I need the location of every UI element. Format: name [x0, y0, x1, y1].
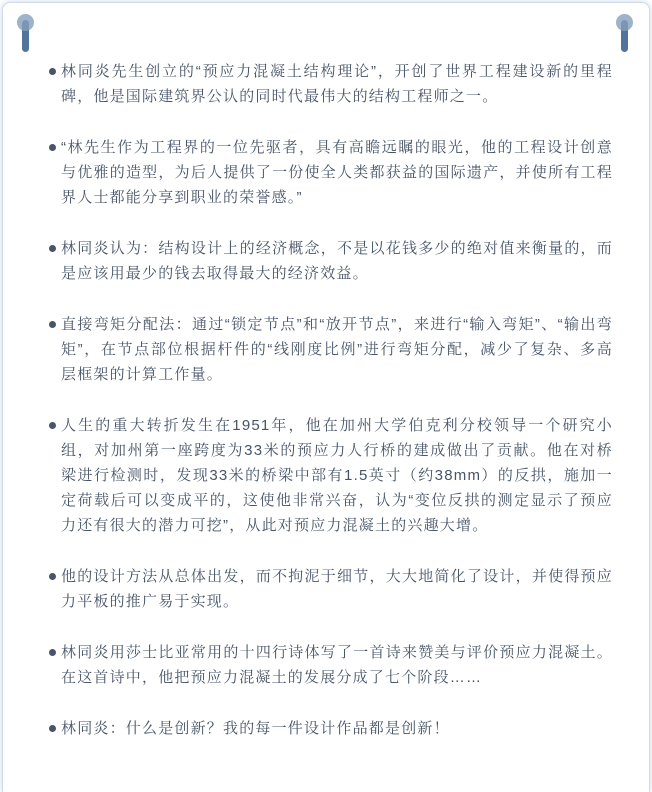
- note-text: 林同炎先生创立的“预应力混凝土结构理论”，开创了世界工程建设新的里程碑，他是国际建筑界公认的同时代最伟大的结构工程师之一。: [61, 63, 613, 105]
- list-item: [61, 312, 613, 387]
- notes-list: [61, 59, 613, 741]
- note-text: 他的设计方法从总体出发，而不拘泥于细节，大大地简化了设计，并使得预应力平板的推广易于实现。: [61, 568, 613, 610]
- note-text: 林同炎：什么是创新？我的每一件设计作品都是创新！: [61, 720, 450, 737]
- bullet-dot-icon: [49, 144, 56, 151]
- bullet-dot-icon: [49, 725, 56, 732]
- bullet-dot-icon: [49, 422, 56, 429]
- list-item: [61, 236, 613, 286]
- list-item: [61, 59, 613, 109]
- bullet-dot-icon: [49, 573, 56, 580]
- bullet-dot-icon: [49, 245, 56, 252]
- note-text: 人生的重大转折发生在1951年，他在加州大学伯克利分校领导一个研究小组，对加州第一座跨度为33米的预应力人行桥的建成做出了贡献。他在对桥梁进行检测时，发现33米的桥梁中部有1.5英寸（约38mm）的反拱，施加一定荷载后可以变成平的，这使他非常兴奋，认为“变位反拱的测定显示了预应力还有很大的潜力可挖”，从此对预应力混凝土的兴趣大增。: [61, 417, 613, 534]
- bullet-dot-icon: [49, 321, 56, 328]
- note-text: 直接弯矩分配法：通过“锁定节点”和“放开节点”，来进行“输入弯矩”、“输出弯矩”，在节点部位根据杆件的“线刚度比例”进行弯矩分配，减少了复杂、多高层框架的计算工作量。: [61, 316, 613, 383]
- pushpin-icon: [17, 14, 35, 54]
- list-item: [61, 413, 613, 538]
- pushpin-head: [616, 14, 633, 31]
- list-item: [61, 564, 613, 614]
- note-text: 林同炎认为：结构设计上的经济概念，不是以花钱多少的绝对值来衡量的，而是应该用最少的钱去取得最大的经济效益。: [61, 240, 613, 282]
- bullet-dot-icon: [49, 68, 56, 75]
- note-text: 林同炎用莎士比亚常用的十四行诗体写了一首诗来赞美与评价预应力混凝土。在这首诗中，他把预应力混凝土的发展分成了七个阶段……: [61, 644, 613, 686]
- pushpin-head: [17, 14, 34, 31]
- bullet-dot-icon: [49, 649, 56, 656]
- list-item: [61, 640, 613, 690]
- note-text: “林先生作为工程界的一位先驱者，具有高瞻远瞩的眼光，他的工程设计创意与优雅的造型，为后人提供了一份使全人类都获益的国际遗产，并使所有工程界人士都能分享到职业的荣誉感。”: [61, 139, 613, 206]
- notes-card: [2, 2, 650, 792]
- pushpin-icon: [616, 14, 634, 54]
- list-item: [61, 716, 613, 741]
- list-item: [61, 135, 613, 210]
